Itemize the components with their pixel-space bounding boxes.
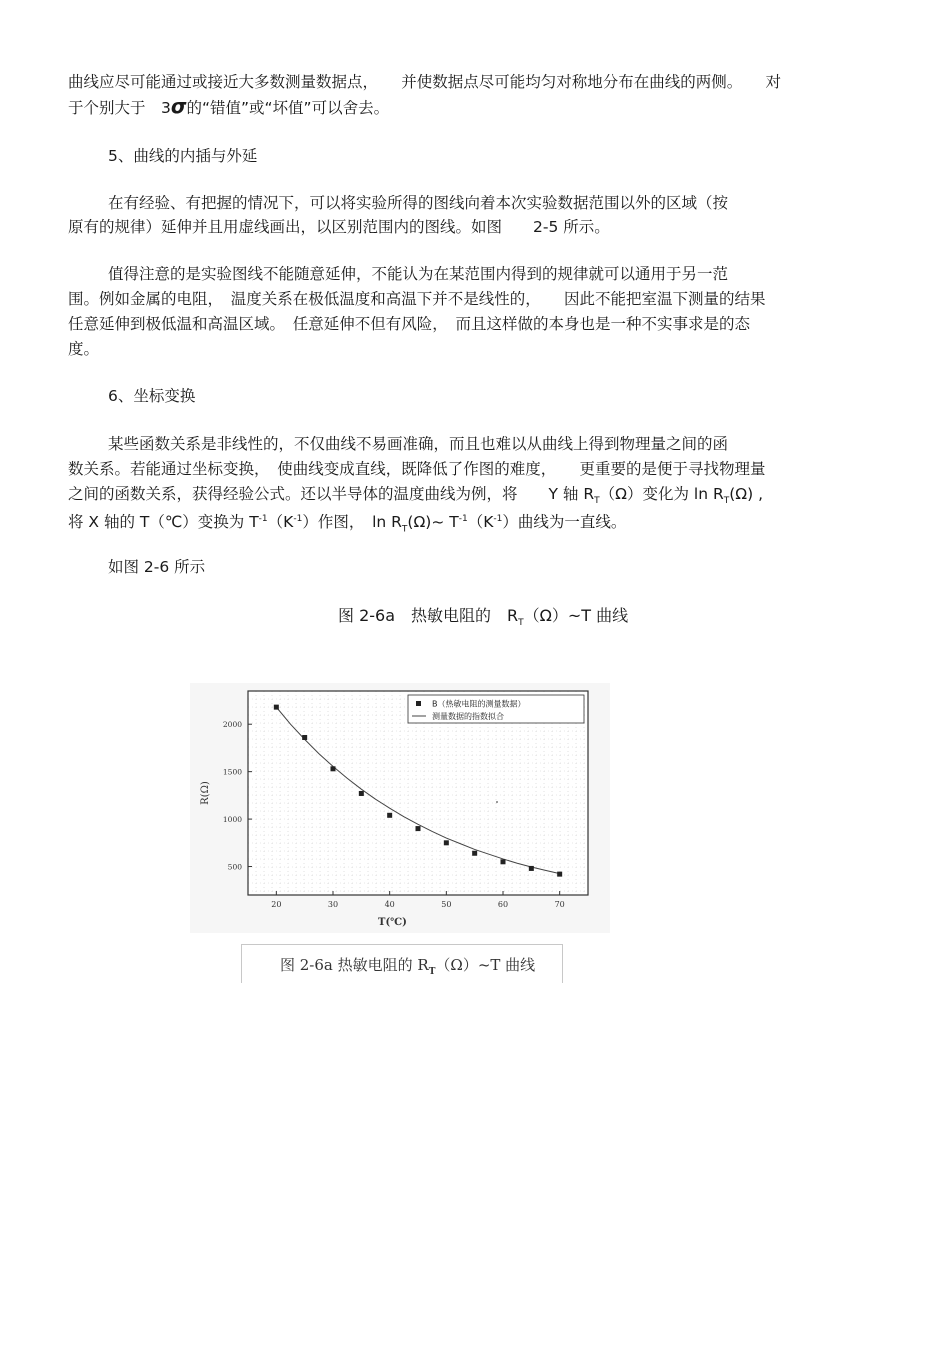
data-point [302,735,307,740]
x-tick-label: 20 [271,900,282,909]
legend-label-points: B（热敏电阻的测量数据） [432,699,526,709]
superscript: -1 [258,514,268,524]
superscript: -1 [458,514,468,524]
paragraph-1-line-2 [68,96,389,118]
paragraph-3-line-4: 度。 [68,340,100,358]
paragraph-4-line-4 [68,509,626,539]
paragraph-2-line-2: 原有的规律）延伸并且用虚线画出，以区别范围内的图线。如图 2-5 所示。 [68,218,610,236]
data-point [472,851,477,856]
figure-caption [338,603,628,628]
x-tick-label: 30 [327,900,339,909]
text-span: (Ω) , [729,485,764,503]
data-point [501,859,506,864]
chart-figure [190,683,610,933]
paragraph-3-line-2: 围。例如金属的电阻， 温度关系在极低温度和高温下并不是线性的， 因此不能把室温下测量的结果 [68,290,766,308]
text-span: 图 2-6a 热敏电阻的 R [338,606,519,625]
x-tick-label: 40 [384,900,395,909]
text-span: (Ω)~ T [407,513,459,532]
y-tick-label: 2000 [222,720,242,730]
y-tick-label: 1500 [222,767,242,777]
superscript: -1 [493,514,503,524]
x-tick-label: 50 [441,900,452,909]
data-point [387,813,392,818]
paragraph-3-line-3: 任意延伸到极低温和高温区域。 任意延伸不但有风险， 而且这样做的本身也是一种不实事求是的态 [68,315,751,333]
x-tick-label: 70 [554,900,565,909]
paragraph-4-line-3 [68,484,763,511]
text-span: 将 X 轴的 T（℃）变换为 T [68,513,259,532]
text-span: 之间的函数关系，获得经验公式。还以半导体的温度曲线为例，将 Y 轴 R [68,485,595,503]
superscript: -1 [293,514,303,524]
text-span: 图 2-6a 热敏电阻的 R [280,956,429,974]
subscript: T [401,524,408,535]
subscript: T [723,496,730,507]
paragraph-5: 如图 2-6 所示 [108,558,206,576]
text-span: （Ω）~T 曲线 [523,606,629,625]
text-span: （K [467,513,494,532]
data-point [529,866,534,871]
legend-label-fit: 测量数据的指数拟合 [432,712,504,721]
text-span: （Ω）~T 曲线 [435,956,536,974]
text-span: 的“错值”或“坏值”可以舍去。 [186,99,390,117]
paragraph-2-line-1: 在有经验、有把握的情况下，可以将实验所得的图线向着本次实验数据范围以外的区域（按 [108,194,729,212]
y-tick-label: 1000 [222,815,242,825]
subscript: T [594,496,600,507]
data-point [557,872,562,877]
legend-marker-points [416,701,421,706]
subscript: T [428,967,436,977]
data-point [331,766,336,771]
section-heading-5: 5、曲线的内插与外延 [108,147,258,165]
paragraph-1-line-1: 曲线应尽可能通过或接近大多数测量数据点， 并使数据点尽可能均匀对称地分布在曲线的两侧。 对 [68,73,782,91]
text-span: 于个别大于 3 [68,99,171,117]
data-point [444,840,449,845]
sigma-symbol: σ [170,94,187,118]
section-heading-6: 6、坐标变换 [108,387,196,405]
paragraph-4-line-1: 某些函数关系是非线性的，不仅曲线不易画准确，而且也难以从曲线上得到物理量之间的函 [108,435,729,453]
data-point [359,791,364,796]
data-point [274,705,279,710]
x-axis-label: T(℃) [378,917,407,928]
text-span: ）作图， ln R [302,513,402,532]
paragraph-4-line-2: 数关系。若能通过坐标变换， 使曲线变成直线，既降低了作图的难度， 更重要的是便于寻找物理量 [68,460,766,478]
y-tick-label: 500 [227,862,242,872]
x-tick-label: 60 [497,900,509,909]
image-caption-box [241,944,563,983]
text-span: （K [267,513,294,532]
y-axis-label: R(Ω) [200,781,211,805]
stray-mark [496,801,498,803]
text-span: （Ω）变化为 ln R [599,485,724,503]
image-caption [280,954,535,977]
paragraph-3-line-1: 值得注意的是实验图线不能随意延伸，不能认为在某范围内得到的规律就可以通用于另一范 [108,265,729,283]
chart-svg [190,683,610,933]
subscript: T [518,618,524,629]
text-span: ）曲线为一直线。 [502,513,627,532]
data-point [416,826,421,831]
